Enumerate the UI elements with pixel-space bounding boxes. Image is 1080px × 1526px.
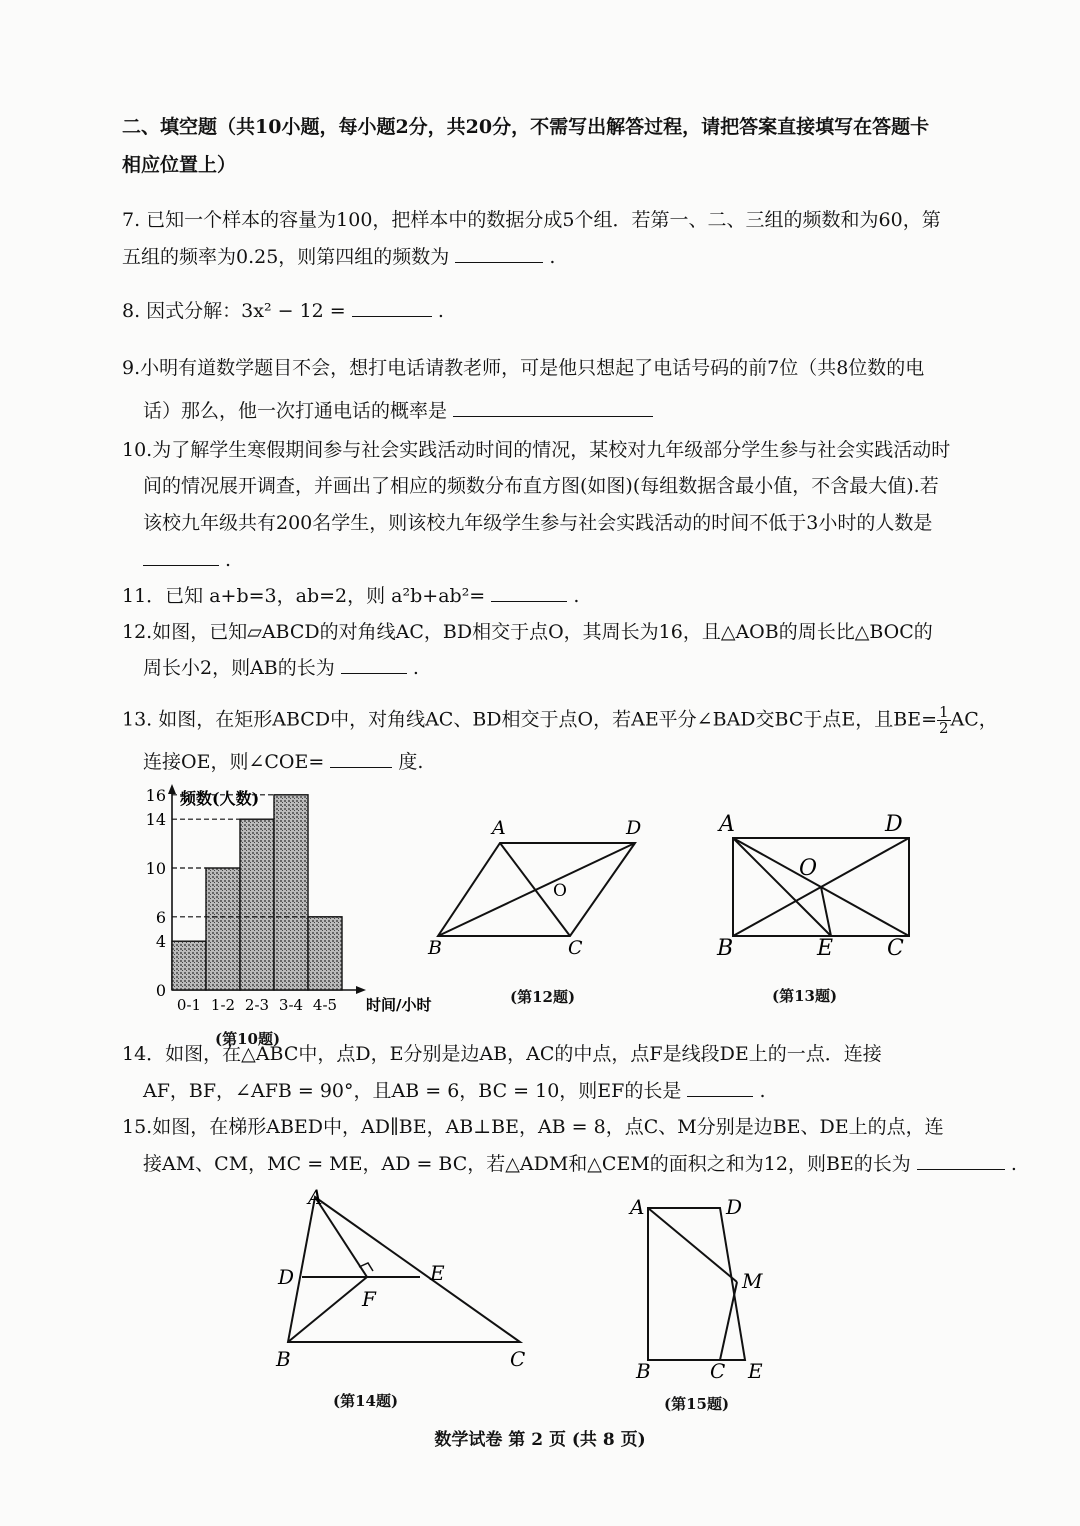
segment-cm xyxy=(720,1282,737,1360)
question-9-line2 xyxy=(143,398,653,424)
histogram-bar xyxy=(274,795,308,990)
y-tick-label: 16 xyxy=(145,785,166,805)
question-13-line1 xyxy=(122,705,998,736)
segment-af xyxy=(315,1197,367,1277)
label-c: C xyxy=(510,1347,526,1371)
x-tick-label: 4-5 xyxy=(312,996,338,1014)
question-10-line1: 10.为了解学生寒假期间参与社会实践活动时间的情况，某校对九年级部分学生参与社会实践活动时 xyxy=(122,439,951,461)
question-15-line1: 15.如图，在梯形ABED中，AD∥BE，AB⊥BE，AB = 8，点C、M分别是边BE、DE上的点，连 xyxy=(122,1116,944,1138)
label-f: F xyxy=(362,1287,376,1311)
y-tick-label: 14 xyxy=(145,810,166,830)
q13-answer-blank[interactable] xyxy=(330,749,392,768)
y-tick-label: 10 xyxy=(145,859,166,878)
caption-13: (第13题) xyxy=(772,987,838,1005)
figure-12 xyxy=(420,808,660,968)
label-a: A xyxy=(630,1195,645,1219)
histogram-bar xyxy=(308,917,342,990)
label-b: B xyxy=(428,937,442,959)
question-7-line1: 7. 已知一个样本的容量为100，把样本中的数据分成5个组．若第一、二、三组的频数和为60，第 xyxy=(122,209,941,231)
caption-15: (第15题) xyxy=(664,1395,730,1413)
q11-answer-blank[interactable] xyxy=(491,583,567,602)
trapezoid-abed xyxy=(648,1208,745,1360)
q15-end: . xyxy=(1010,1153,1017,1175)
x-tick-label: 2-3 xyxy=(244,996,270,1014)
question-15-line2 xyxy=(143,1151,1017,1177)
q13-fraction xyxy=(937,705,951,736)
segment-bf xyxy=(288,1277,367,1342)
label-d: D xyxy=(726,1195,743,1219)
label-d: D xyxy=(278,1265,295,1289)
q10-end: . xyxy=(225,549,232,571)
q10-answer-blank[interactable] xyxy=(143,547,219,566)
y-axis-arrow-icon xyxy=(168,784,176,794)
figure-15 xyxy=(620,1190,780,1390)
label-e: E xyxy=(817,936,834,961)
label-b: B xyxy=(636,1359,651,1383)
y-tick-label: 0 xyxy=(155,981,166,1000)
label-c: C xyxy=(710,1359,726,1383)
question-12-line1: 12.如图，已知▱ABCD的对角线AC，BD相交于点O，其周长为16，且△AOB的周长比△BOC的 xyxy=(122,621,933,643)
segment-ae xyxy=(733,838,831,936)
q12-text: 周长小2，则AB的长为 xyxy=(143,657,335,679)
histogram-figure xyxy=(140,780,450,1030)
q15-answer-blank[interactable] xyxy=(917,1151,1005,1170)
y-tick-label: 4 xyxy=(155,932,166,952)
label-e: E xyxy=(748,1359,763,1383)
question-10-line2: 间的情况展开调查，并画出了相应的频数分布直方图(如图)(每组数据含最小值，不含最大值).若 xyxy=(143,475,939,497)
question-14-line1: 14．如图，在△ABC中，点D，E分别是边AB，AC的中点，点F是线段DE上的一点．连接 xyxy=(122,1043,882,1065)
q7-text: 五组的频率为0.25，则第四组的频数为 xyxy=(122,246,450,268)
caption-10: (第10题) xyxy=(215,1030,281,1048)
q13-text-d: 度. xyxy=(398,751,424,773)
histogram-bar xyxy=(206,868,240,990)
label-a: A xyxy=(308,1185,323,1209)
question-10-line3: 该校九年级共有200名学生，则该校九年级学生参与社会实践活动的时间不低于3小时的人数是 xyxy=(143,512,933,534)
q12-end: . xyxy=(412,657,419,679)
q7-end: . xyxy=(549,246,556,268)
q14-text: AF，BF，∠AFB = 90°，且AB = 6，BC = 10，则EF的长是 xyxy=(143,1080,682,1102)
q14-answer-blank[interactable] xyxy=(687,1078,753,1097)
q11-text: 11．已知 a+b=3，ab=2，则 a²b+ab²= xyxy=(122,585,486,607)
q13-text-b: AC， xyxy=(950,708,998,731)
q13-text-a: 13. 如图，在矩形ABCD中，对角线AC、BD相交于点O，若AE平分∠BAD交BC于点E，且BE= xyxy=(122,708,937,731)
label-b: B xyxy=(717,936,734,961)
figure-13 xyxy=(705,805,930,970)
label-o: O xyxy=(799,856,818,881)
q8-end: . xyxy=(437,300,444,322)
label-b: B xyxy=(276,1347,291,1371)
q8-text: 8. 因式分解：3x² − 12 = xyxy=(122,300,346,322)
question-11 xyxy=(122,583,579,609)
label-o: O xyxy=(553,881,567,901)
q7-answer-blank[interactable] xyxy=(455,244,543,263)
question-9-line1: 9.小明有道数学题目不会，想打电话请教老师，可是他只想起了电话号码的前7位（共8位数的电 xyxy=(122,357,925,379)
q13-text-c: 连接OE，则∠COE= xyxy=(143,751,325,773)
question-12-line2 xyxy=(143,655,419,681)
caption-12: (第12题) xyxy=(510,988,576,1006)
question-8 xyxy=(122,298,444,324)
triangle-abc xyxy=(288,1197,520,1342)
label-d: D xyxy=(885,812,903,837)
label-e: E xyxy=(430,1261,445,1285)
q8-answer-blank[interactable] xyxy=(352,298,432,317)
section-title: 二、填空题（共10小题，每小题2分，共20分，不需写出解答过程，请把答案直接填写在答题卡 xyxy=(122,116,930,138)
x-tick-label: 3-4 xyxy=(278,996,304,1014)
label-c: C xyxy=(887,936,904,961)
question-10-line4 xyxy=(143,547,231,573)
label-m: M xyxy=(742,1269,763,1293)
figure-14 xyxy=(270,1182,540,1377)
q13-frac-den: 2 xyxy=(939,719,949,737)
x-axis-arrow-icon xyxy=(356,986,366,994)
histogram-bar xyxy=(172,941,206,990)
x-axis-label: 时间/小时 xyxy=(366,996,432,1014)
label-d: D xyxy=(626,817,642,839)
q12-answer-blank[interactable] xyxy=(341,655,407,674)
caption-14: (第14题) xyxy=(333,1392,399,1410)
label-a: A xyxy=(492,817,506,839)
q11-end: . xyxy=(573,585,580,607)
histogram-bar xyxy=(240,819,274,990)
label-a: A xyxy=(719,812,735,837)
q9-text: 话）那么，他一次打通电话的概率是 xyxy=(143,400,448,422)
label-c: C xyxy=(568,937,583,959)
x-tick-label: 0-1 xyxy=(176,996,202,1014)
y-tick-label: 6 xyxy=(155,907,166,927)
y-axis-label: 频数(人数) xyxy=(180,789,260,808)
q15-text: 接AM、CM，MC = ME，AD = BC，若△ADM和△CEM的面积之和为12，则BE的长为 xyxy=(143,1153,911,1175)
segment-am xyxy=(648,1208,737,1282)
q13-frac-num: 1 xyxy=(939,703,949,721)
q14-end: . xyxy=(759,1080,766,1102)
diagonal-bd xyxy=(438,843,635,936)
question-14-line2 xyxy=(143,1078,766,1104)
question-13-line2 xyxy=(143,749,423,775)
x-tick-label: 1-2 xyxy=(210,996,236,1014)
page-footer: 数学试卷 第 2 页 (共 8 页) xyxy=(434,1430,646,1450)
q9-answer-blank[interactable] xyxy=(453,398,653,417)
section-title-cont: 相应位置上） xyxy=(122,154,237,176)
question-7-line2 xyxy=(122,244,555,270)
